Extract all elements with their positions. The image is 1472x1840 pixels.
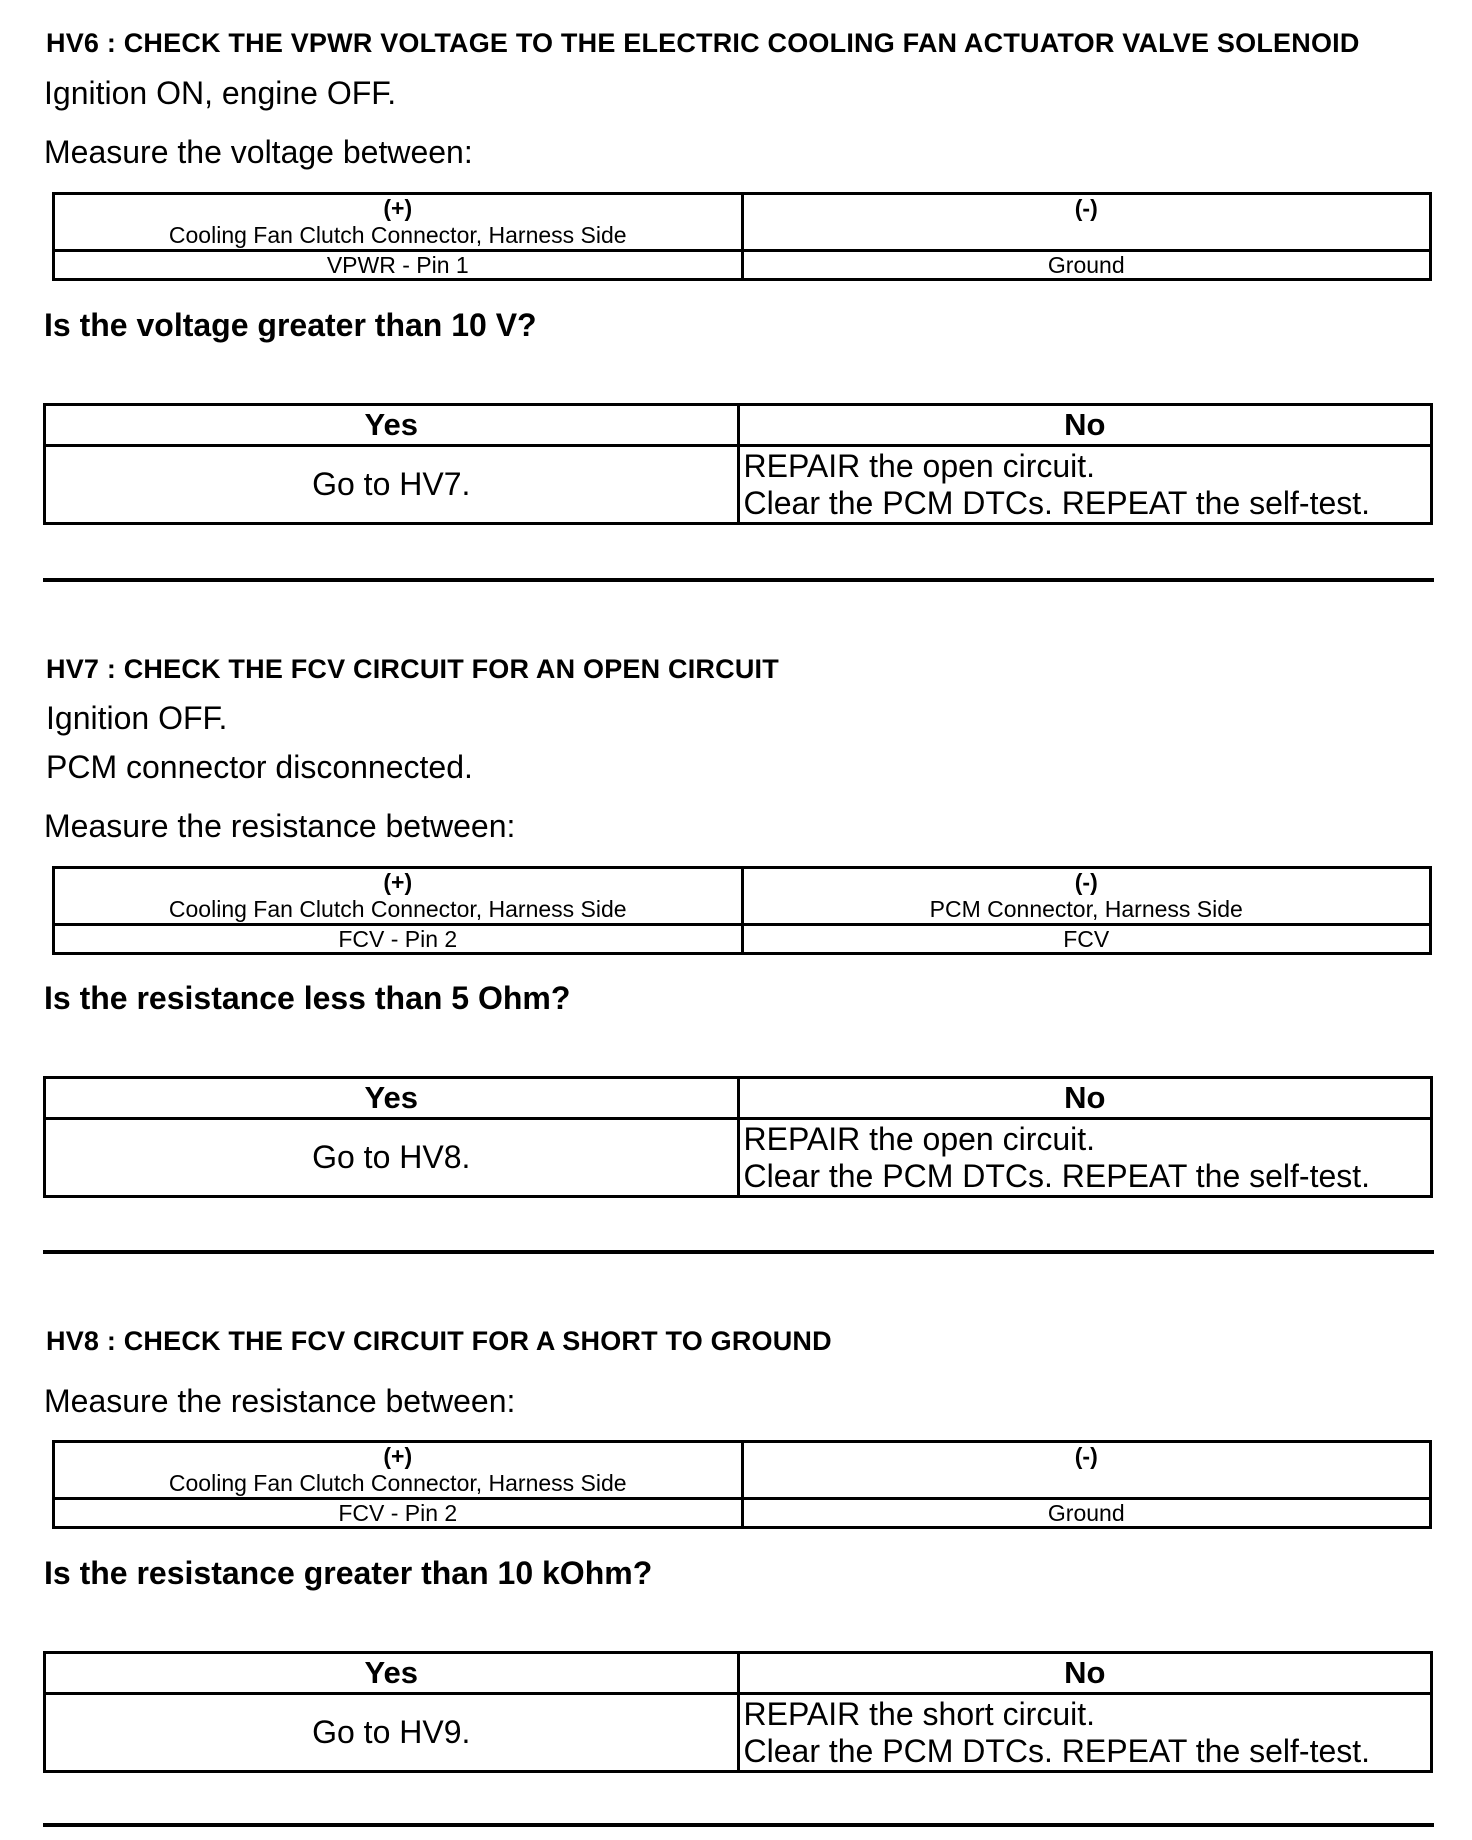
hv8-no-action: [738, 1694, 1432, 1772]
hv6-heading: HV6 : CHECK THE VPWR VOLTAGE TO THE ELECTRIC COOLING FAN ACTUATOR VALVE SOLENOID: [46, 28, 1360, 58]
positive-symbol: (+): [383, 195, 413, 221]
hv8-measure-table: [52, 1440, 1432, 1529]
pos-connector-label: Cooling Fan Clutch Connector, Harness Side: [168, 1470, 627, 1496]
hv7-yes-header: Yes: [45, 1078, 739, 1119]
hv6-no-header: No: [738, 405, 1432, 446]
hv6-pos-value: VPWR - Pin 1: [54, 251, 743, 280]
hv7-step-1: Ignition OFF.: [46, 700, 228, 736]
hv7-pos-header: [54, 868, 743, 925]
pos-connector-label: Cooling Fan Clutch Connector, Harness Side: [168, 222, 627, 248]
hv7-step-2: PCM connector disconnected.: [46, 749, 473, 785]
hv6-pos-header: [54, 194, 743, 251]
neg-connector-label: PCM Connector, Harness Side: [929, 896, 1243, 922]
section-divider: [43, 578, 1434, 582]
hv8-no-line-2: Clear the PCM DTCs. REPEAT the self-test.: [743, 1732, 1371, 1769]
hv8-yes-action: Go to HV9.: [45, 1694, 739, 1772]
hv8-step-1: Measure the resistance between:: [44, 1383, 516, 1419]
hv6-no-line-1: REPAIR the open circuit.: [743, 447, 1096, 484]
hv7-measure-table: [52, 866, 1432, 955]
section-divider: [43, 1250, 1434, 1254]
positive-symbol: (+): [383, 869, 413, 895]
section-divider: [43, 1823, 1434, 1827]
pos-connector-label: Cooling Fan Clutch Connector, Harness Side: [168, 896, 627, 922]
hv7-heading: HV7 : CHECK THE FCV CIRCUIT FOR AN OPEN CIRCUIT: [46, 654, 779, 684]
negative-symbol: (-): [1074, 195, 1098, 221]
hv8-heading: HV8 : CHECK THE FCV CIRCUIT FOR A SHORT TO GROUND: [46, 1326, 832, 1356]
hv7-question: Is the resistance less than 5 Ohm?: [44, 980, 571, 1016]
negative-symbol: (-): [1074, 1443, 1098, 1469]
hv6-no-action: [738, 446, 1432, 524]
hv7-yes-action: Go to HV8.: [45, 1119, 739, 1197]
hv8-yes-header: Yes: [45, 1653, 739, 1694]
hv6-answer-table: [43, 403, 1433, 525]
hv8-no-line-1: REPAIR the short circuit.: [743, 1695, 1096, 1732]
hv6-step-1: Ignition ON, engine OFF.: [44, 75, 397, 111]
hv6-step-2: Measure the voltage between:: [44, 134, 473, 170]
hv7-pos-value: FCV - Pin 2: [54, 925, 743, 954]
hv7-neg-header: [742, 868, 1431, 925]
hv6-yes-header: Yes: [45, 405, 739, 446]
hv8-no-header: No: [738, 1653, 1432, 1694]
hv8-pos-header: [54, 1442, 743, 1499]
hv6-question: Is the voltage greater than 10 V?: [44, 307, 537, 343]
hv8-answer-table: [43, 1651, 1433, 1773]
hv7-no-line-2: Clear the PCM DTCs. REPEAT the self-test.: [743, 1157, 1371, 1194]
hv8-neg-header: [742, 1442, 1431, 1499]
hv6-neg-header: [742, 194, 1431, 251]
hv8-question: Is the resistance greater than 10 kOhm?: [44, 1555, 653, 1591]
hv7-neg-value: FCV: [742, 925, 1431, 954]
hv8-neg-value: Ground: [742, 1499, 1431, 1528]
hv7-answer-table: [43, 1076, 1433, 1198]
hv7-no-line-1: REPAIR the open circuit.: [743, 1120, 1096, 1157]
hv6-measure-table: [52, 192, 1432, 281]
hv7-no-action: [738, 1119, 1432, 1197]
hv6-neg-value: Ground: [742, 251, 1431, 280]
positive-symbol: (+): [383, 1443, 413, 1469]
hv7-no-header: No: [738, 1078, 1432, 1119]
hv7-step-3: Measure the resistance between:: [44, 808, 516, 844]
hv6-yes-action: Go to HV7.: [45, 446, 739, 524]
negative-symbol: (-): [1074, 869, 1098, 895]
hv8-pos-value: FCV - Pin 2: [54, 1499, 743, 1528]
hv6-no-line-2: Clear the PCM DTCs. REPEAT the self-test.: [743, 484, 1371, 521]
